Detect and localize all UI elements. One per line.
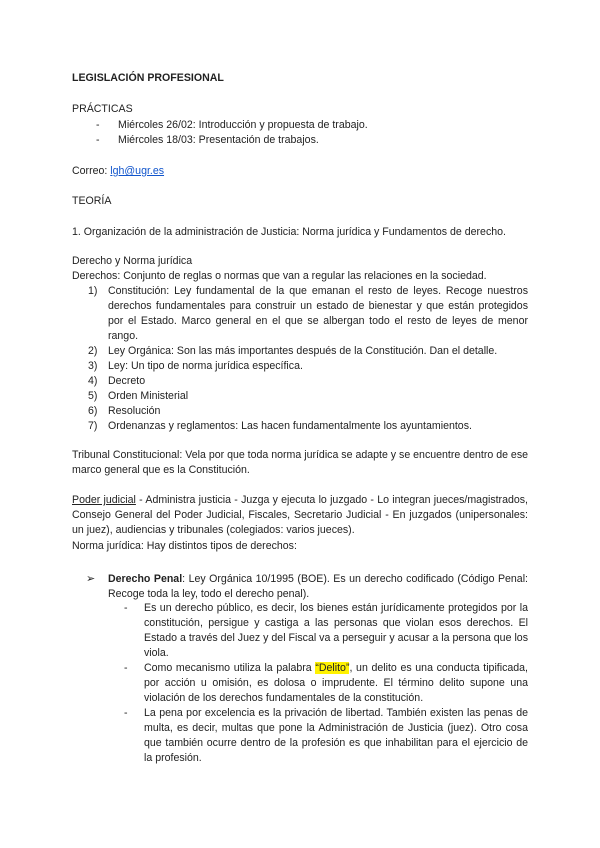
list-item: 3) Ley: Un tipo de norma jurídica específica.	[88, 360, 303, 372]
delito-highlight: “Delito”	[315, 662, 350, 674]
correo-label: Correo:	[72, 165, 111, 177]
norm-hierarchy-list	[88, 284, 528, 434]
tribunal-paragraph: Tribunal Constitucional: Vela por que toda norma jurídica se adapte y se encuentre dentro de ese marco general que es la Constitución.	[72, 449, 529, 476]
list-item: - La pena por excelencia es la privación de libertad. También existen las penas de multa, es decir, multas que pone la Administración de Justicia (juez). Otro cosa que también ocurre dentro de la profesión es que inhabilitan para el ejercicio de la profesión.	[124, 706, 528, 766]
list-item: 2) Ley Orgánica: Son las más importantes después de la Constitución. Dan el detalle.	[88, 345, 498, 357]
derecho-penal-text: Derecho Penal: Ley Orgánica 10/1995 (BOE). Es un derecho codificado (Código Penal: Recoge toda la ley, todo el derecho penal).	[108, 573, 528, 600]
section-heading: 1. Organización de la administración de Justicia: Norma jurídica y Fundamentos de derecho.	[72, 226, 506, 238]
practicas-heading: PRÁCTICAS	[72, 103, 133, 115]
subheading: Derecho y Norma jurídica	[72, 255, 193, 267]
arrow-bullet-icon: ➢	[86, 573, 96, 585]
derecho-penal-sublist	[124, 601, 528, 766]
list-item: 6) Resolución	[88, 405, 161, 417]
list-item: 5) Orden Ministerial	[88, 390, 189, 402]
list-item: 7) Ordenanzas y reglamentos: Las hacen fundamentalmente los ayuntamientos.	[88, 420, 472, 432]
list-item: - Miércoles 26/02: Introducción y propuesta de trabajo.	[96, 118, 516, 133]
teoria-heading: TEORÍA	[72, 195, 112, 207]
norma-tipos-line: Norma jurídica: Hay distintos tipos de derechos:	[72, 540, 297, 552]
poder-judicial-label: Poder judicial	[72, 494, 136, 506]
poder-judicial-paragraph: Poder judicial - Administra justicia - Juzga y ejecuta lo juzgado - Lo integran jueces/magistrados, Consejo General del Poder Judicial, Fiscales, Secretario Judicial - En juzgados (unipersonales: un juez), audiencias y tribunales (colegiados: varios jueces).	[72, 494, 528, 536]
email-link[interactable]: lgh@ugr.es	[110, 165, 165, 177]
document-title: LEGISLACIÓN PROFESIONAL	[72, 72, 224, 84]
derecho-penal-label: Derecho Penal	[108, 573, 183, 585]
list-item: 1) Constitución: Ley fundamental de la que emanan el resto de leyes. Recoge nuestros derechos fundamentales para construir un estado de bienestar y que están protegidos por el Estado. Marco general en el que se albergan todo el resto de leyes de menor rango.	[88, 285, 528, 342]
practicas-list	[96, 118, 516, 148]
list-item: - Es un derecho público, es decir, los bienes están jurídicamente protegidos por la constitución, persigue y castiga a las personas que violan esos derechos. El Estado a través del Juez y del Fiscal va a perseguir y acusar a la persona que los viola.	[124, 601, 528, 661]
derechos-definition: Derechos: Conjunto de reglas o normas que van a regular las relaciones en la sociedad.	[72, 270, 487, 282]
correo-line	[72, 164, 528, 179]
list-item: - Como mecanismo utiliza la palabra “Delito”, un delito es una conducta tipificada, por acción u omisión, es dolosa o imprudente. El término delito supone una violación de los derechos fundamentales de la constitución.	[124, 661, 528, 706]
list-item: - Miércoles 18/03: Presentación de trabajos.	[96, 133, 516, 148]
list-item: 4) Decreto	[88, 375, 146, 387]
derecho-penal-item	[86, 572, 528, 602]
